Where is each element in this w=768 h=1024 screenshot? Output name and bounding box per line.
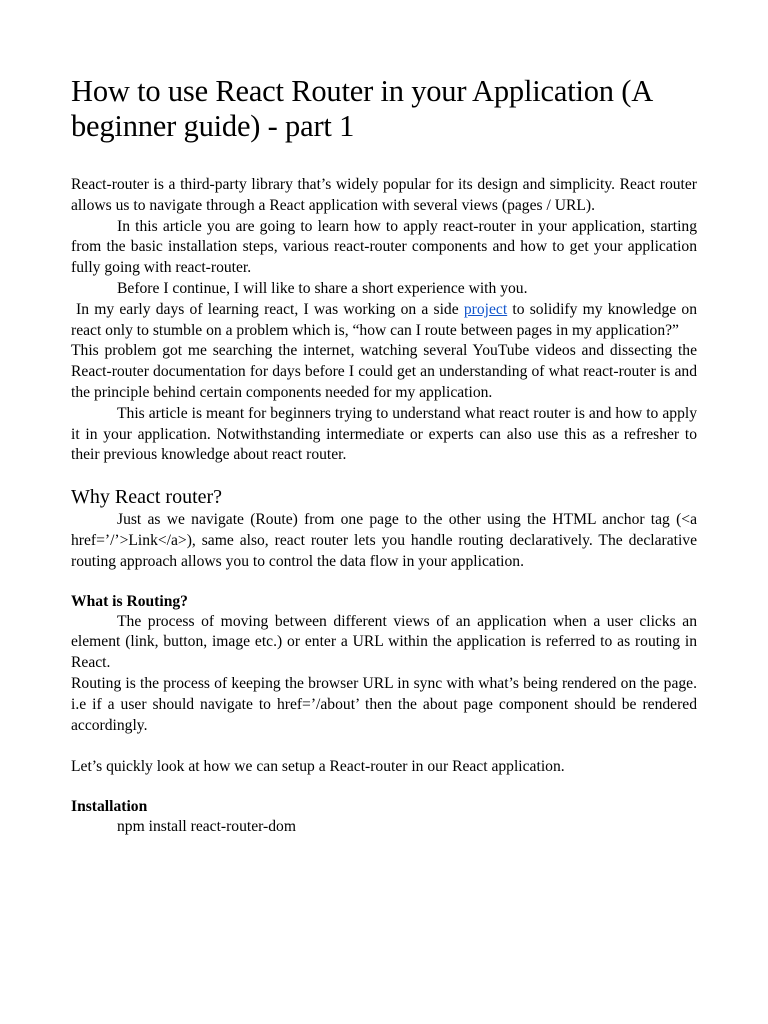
why-paragraph: Just as we navigate (Route) from one page to the other using the HTML anchor tag (<a href=’/’>Link</a>), same also, react router lets you handle routing declaratively. The declarative routing approach allows you to control the data flow in your application. xyxy=(71,511,697,570)
intro-section xyxy=(71,175,697,466)
document-body xyxy=(71,74,697,838)
routing-paragraph-1: The process of moving between different views of an application when a user clicks an element (link, button, image etc.) or enter a URL within the application is referred to as routing in React. xyxy=(71,612,697,672)
why-heading: Why React router? xyxy=(71,486,223,509)
intro-paragraph-4-end: to solidify my knowledge on react only to stumble on a problem which is, “how can I route between pages in my application?” xyxy=(71,300,697,339)
routing-heading: What is Routing? xyxy=(71,592,188,610)
intro-paragraph-2: In this article you are going to learn how to apply react-router in your application, starting from the basic installation steps, various react-router components and how to get your application fully going with react-router. xyxy=(71,217,697,277)
intro-paragraph-3: Before I continue, I will like to share a short experience with you. xyxy=(117,279,528,297)
document-title: How to use React Router in your Application (A beginner guide) - part 1 xyxy=(71,74,652,143)
intro-paragraph-1: React-router is a third-party library that’s widely popular for its design and simplicity. React router allows us to navigate through a React application with several views (pages / URL). xyxy=(71,176,697,214)
routing-paragraph-3: Let’s quickly look at how we can setup a React-router in our React application. xyxy=(71,758,565,776)
intro-paragraph-5: This problem got me searching the internet, watching several YouTube videos and dissecting the React-router documentation for days before I could get an understanding of what react-router is and the principle behind certain components needed for my application. xyxy=(71,342,697,401)
intro-paragraph-4-start: In my early days of learning react, I was working on a side xyxy=(76,300,464,318)
install-command: npm install react-router-dom xyxy=(117,817,296,835)
intro-paragraph-4 xyxy=(71,300,697,342)
routing-paragraph-2: Routing is the process of keeping the browser URL in sync with what’s being rendered on the page. i.e if a user should navigate to href=’/about’ then the about page component should be rendered accordingly. xyxy=(71,674,697,734)
paragraph-spacer xyxy=(71,736,697,757)
installation-heading: Installation xyxy=(71,797,148,815)
intro-paragraph-6: This article is meant for beginners trying to understand what react router is and how to apply it in your application. Notwithstanding intermediate or experts can also use this as a refresher to their previous knowledge about react router. xyxy=(71,404,697,464)
project-link[interactable]: project xyxy=(463,300,508,318)
